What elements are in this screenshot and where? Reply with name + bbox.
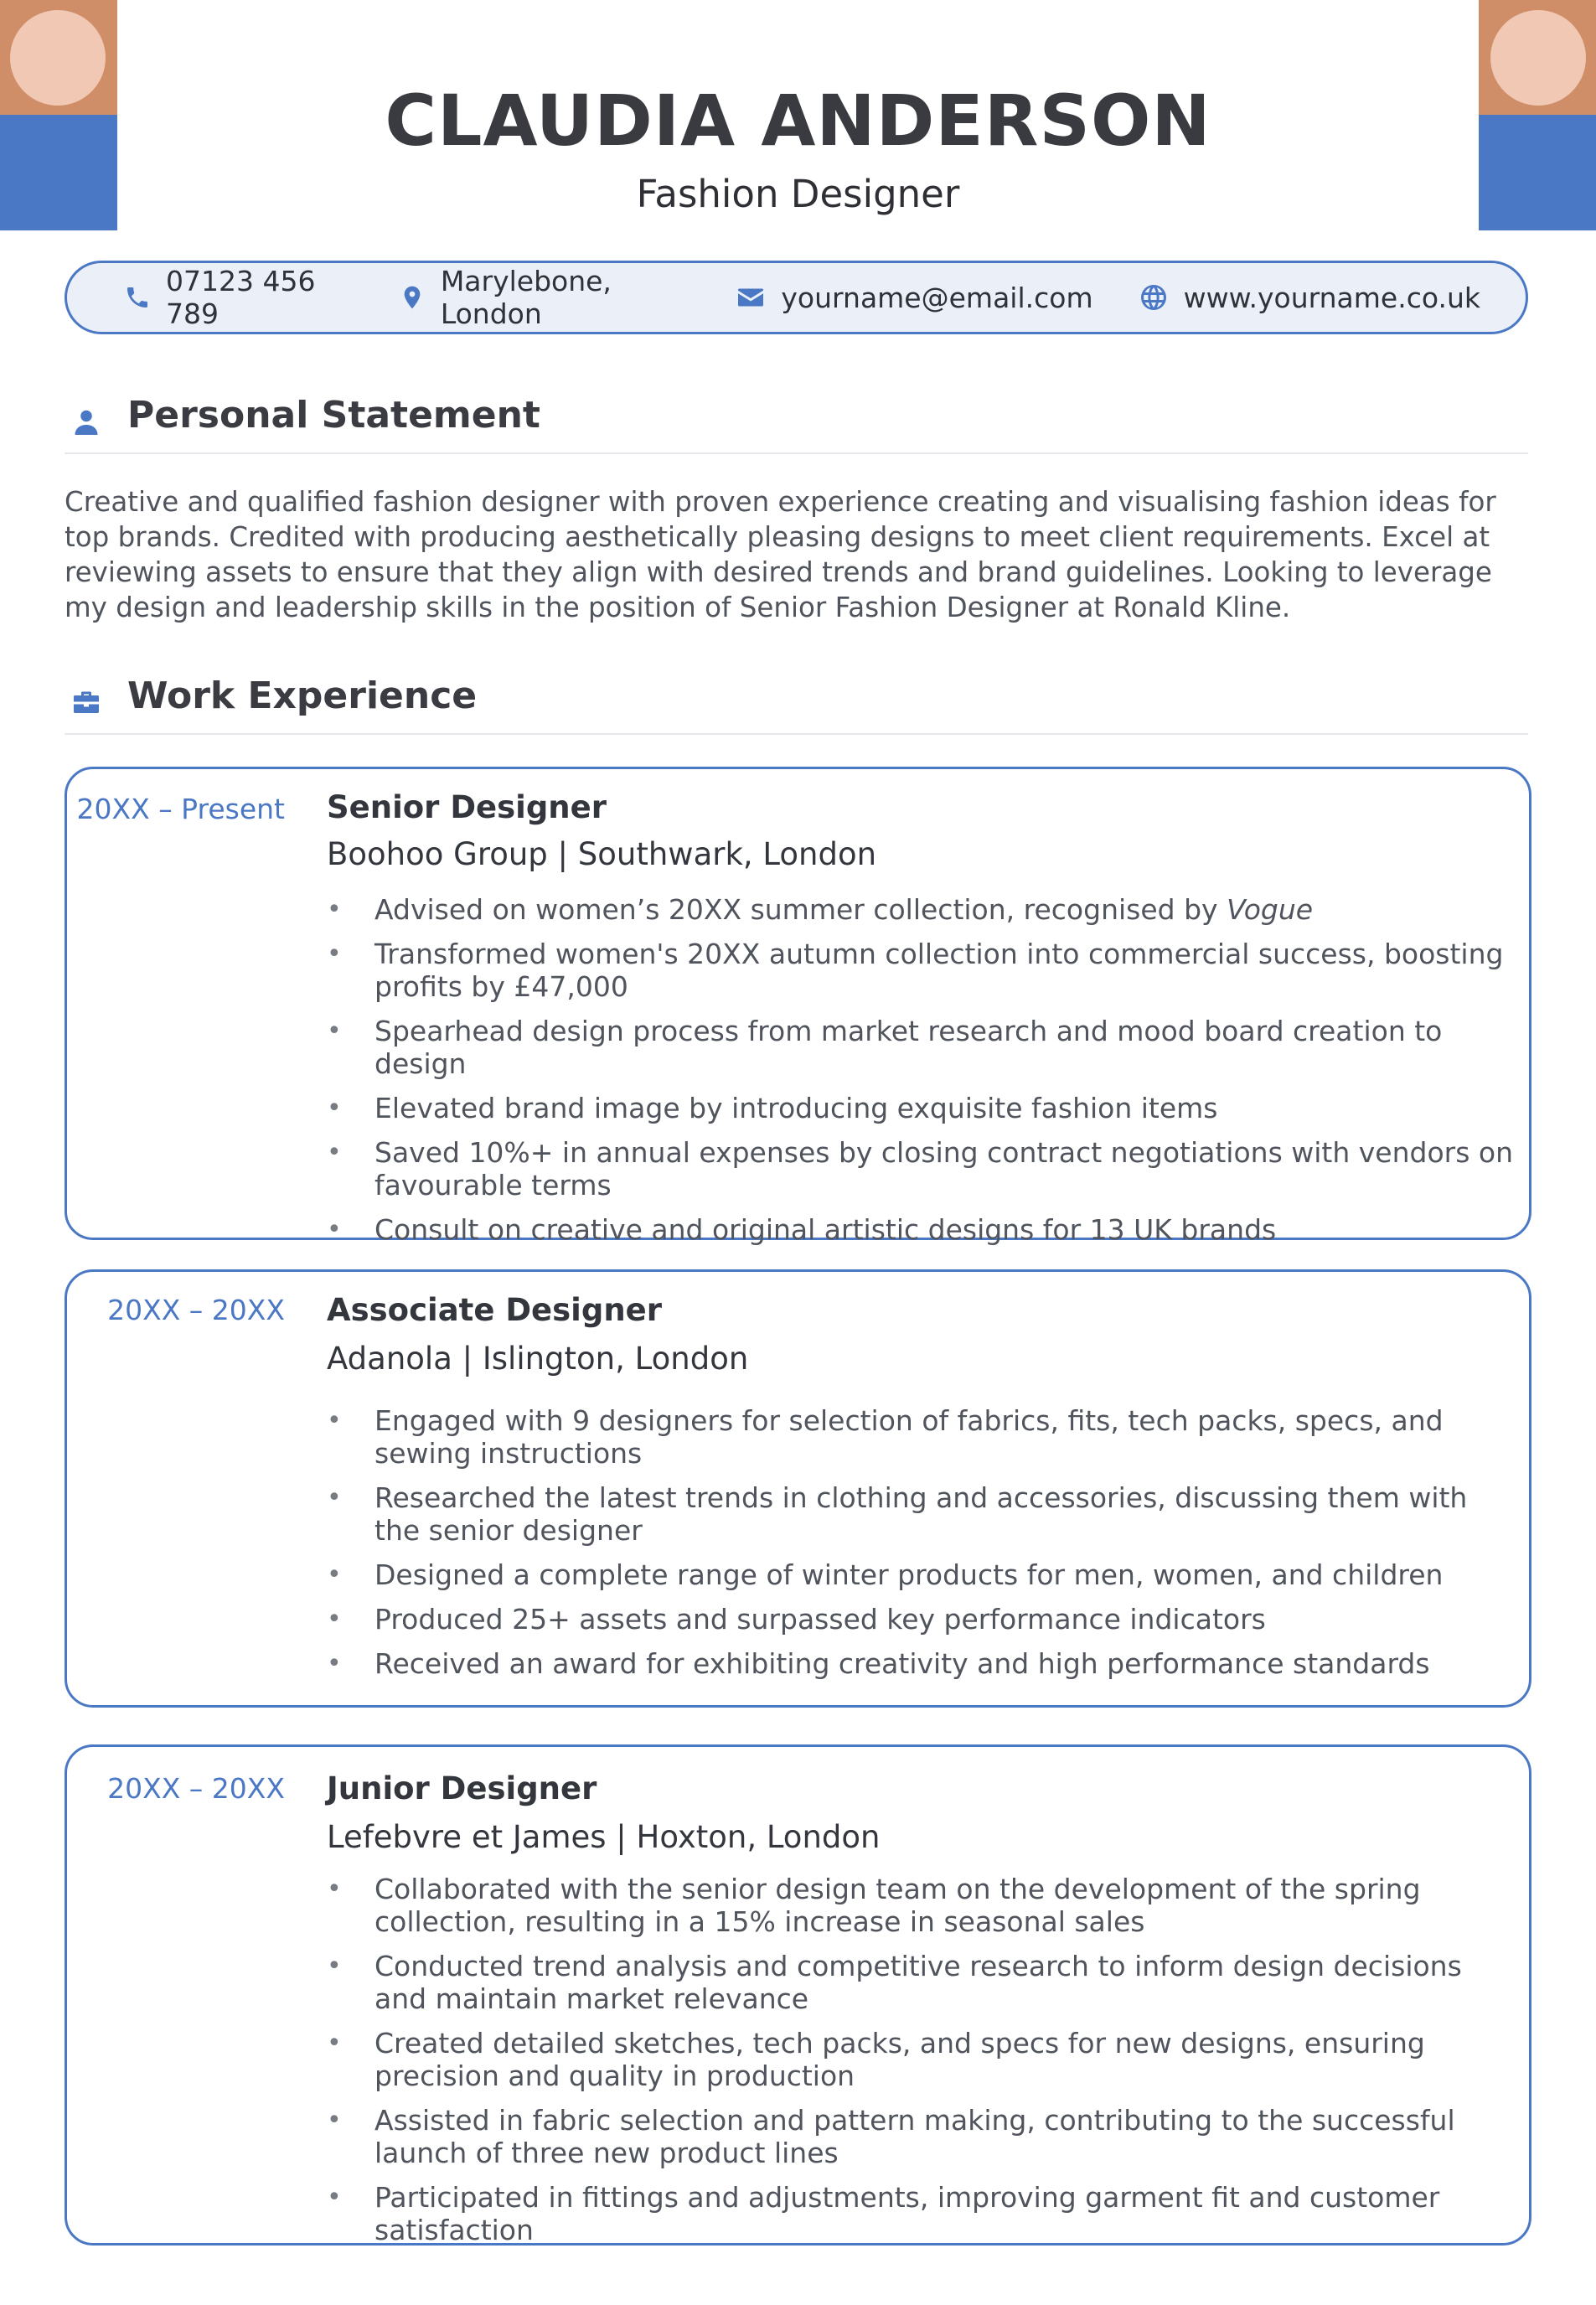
job-dates: 20XX – Present: [76, 793, 285, 825]
briefcase-icon: [71, 688, 101, 718]
list-item: • Researched the latest trends in clothing and accessories, discussing them with the senior designer: [327, 1481, 1516, 1547]
contact-phone: [124, 265, 354, 330]
list-item: • Saved 10%+ in annual expenses by closing contract negotiations with vendors on favourable terms: [327, 1136, 1516, 1202]
job-bullets: [327, 893, 1516, 1246]
job-card: [65, 1269, 1531, 1708]
list-item: • Transformed women's 20XX autumn collection into commercial success, boosting profits by £47,000: [327, 938, 1516, 1003]
list-item: • Designed a complete range of winter products for men, women, and children: [327, 1558, 1516, 1591]
list-item: • Produced 25+ assets and surpassed key performance indicators: [327, 1603, 1516, 1636]
list-item: • Participated in fittings and adjustments, improving garment fit and customer satisfaction: [327, 2181, 1516, 2246]
location-text: Marylebone, London: [440, 265, 612, 330]
contact-website: [1139, 282, 1480, 314]
phone-text: 07123 456 789: [165, 265, 316, 330]
email-text: yourname@email.com: [781, 281, 1093, 314]
list-item: • Advised on women’s 20XX summer collection, recognised by Vogue: [327, 893, 1516, 926]
personal-statement-header: [65, 394, 1528, 454]
contact-location: [399, 265, 691, 330]
list-item: • Assisted in fabric selection and pattern making, contributing to the successful launch of three new product lines: [327, 2104, 1516, 2169]
job-company: Boohoo Group | Southwark, London: [327, 836, 877, 872]
job-company: Lefebvre et James | Hoxton, London: [327, 1819, 881, 1855]
section-title: Work Experience: [127, 674, 478, 717]
job-dates: 20XX – 20XX: [107, 1294, 285, 1326]
job-dates: 20XX – 20XX: [107, 1772, 285, 1805]
job-company: Adanola | Islington, London: [327, 1341, 749, 1377]
envelope-icon: [736, 282, 766, 313]
job-title: Senior Designer: [327, 789, 607, 825]
phone-icon: [124, 282, 151, 313]
job-card: [65, 767, 1531, 1246]
globe-icon: [1139, 282, 1169, 313]
contact-bar: [65, 261, 1528, 334]
job-card: [65, 1744, 1531, 2246]
location-pin-icon: [399, 282, 426, 313]
section-title: Personal Statement: [127, 394, 540, 437]
list-item: • Collaborated with the senior design team on the development of the spring collection, resulting in a 15% increase in seasonal sales: [327, 1873, 1516, 1938]
candidate-role: Fashion Designer: [636, 172, 960, 216]
list-item: • Engaged with 9 designers for selection of fabrics, fits, tech packs, specs, and sewing instructions: [327, 1404, 1516, 1470]
job-bullets: [327, 1404, 1516, 1680]
work-experience-header: [65, 674, 1528, 735]
job-title: Associate Designer: [327, 1292, 663, 1328]
job-title: Junior Designer: [327, 1770, 597, 1806]
list-item: • Consult on creative and original artistic designs for 13 UK brands: [327, 1213, 1516, 1246]
list-item: • Received an award for exhibiting creativity and high performance standards: [327, 1647, 1516, 1680]
candidate-name: CLAUDIA ANDERSON: [385, 80, 1211, 162]
user-icon: [71, 407, 101, 437]
job-bullets: [327, 1873, 1516, 2246]
list-item: • Conducted trend analysis and competitive research to inform design decisions and maintain market relevance: [327, 1950, 1516, 2015]
website-text: www.yourname.co.uk: [1183, 281, 1480, 314]
personal-statement-text: Creative and qualified fashion designer with proven experience creating and visualising fashion ideas for top brands. Credited with producing aesthetically pleasing designs to meet client requirements. Excel at reviewing assets to ensure that they align with desired trends and brand guidelines. Looking to leverage my design and leadership skills in the position of Senior Fashion Designer at Ronald Kline.: [65, 486, 1496, 623]
list-item: • Spearhead design process from market research and mood board creation to design: [327, 1015, 1516, 1080]
contact-email: [736, 282, 1092, 314]
list-item: • Elevated brand image by introducing exquisite fashion items: [327, 1092, 1516, 1124]
list-item: • Created detailed sketches, tech packs, and specs for new designs, ensuring precision and quality in production: [327, 2027, 1516, 2092]
